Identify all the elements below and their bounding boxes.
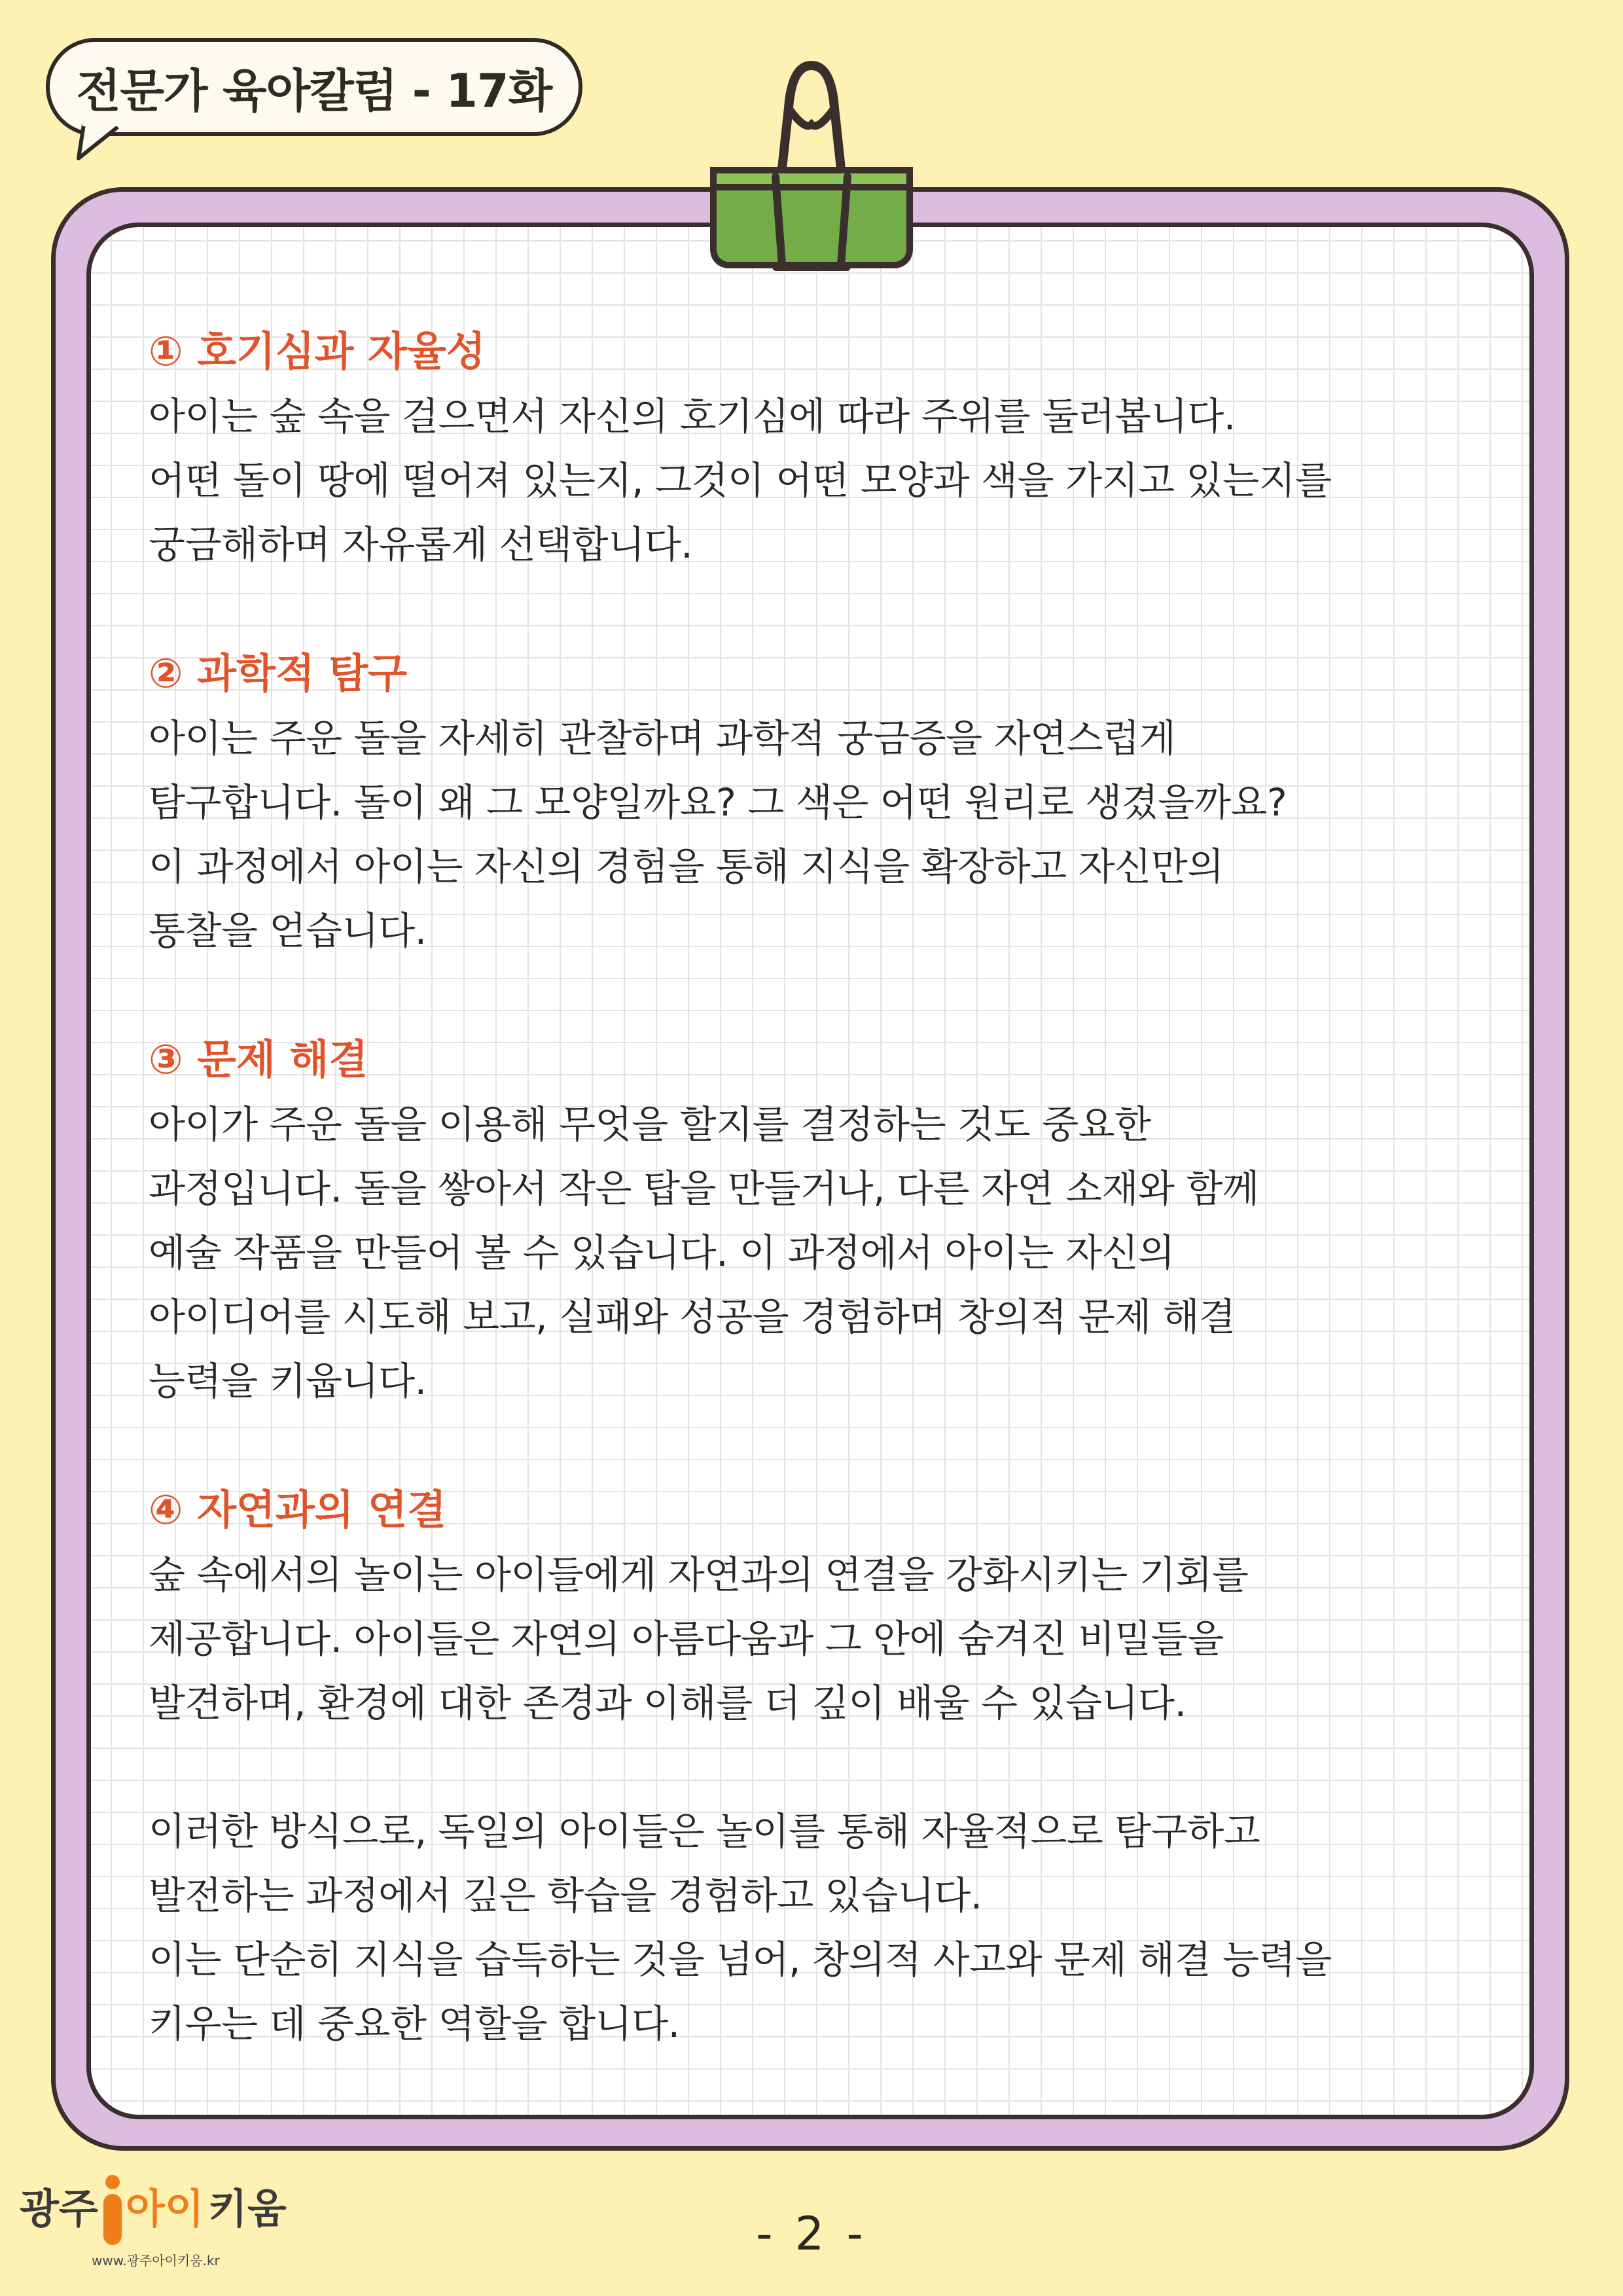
page-number: - 2 - [756,2207,867,2261]
section-problem-solving [149,1027,1497,1413]
section-heading: ④ 자연과의 연결 [149,1486,447,1534]
article-body [149,319,1497,2119]
body-line: 아이는 숲 속을 걸으면서 자신의 호기심에 따라 주위를 둘러봅니다. [149,394,1236,439]
body-line: 이는 단순히 지식을 습득하는 것을 넘어, 창의적 사고와 문제 해결 능력을 [149,1937,1332,1982]
logo-url: www.광주아이키움.kr [92,2253,220,2269]
section-heading: ③ 문제 해결 [149,1035,368,1083]
body-line: 키우는 데 중요한 역할을 합니다. [149,2001,680,2046]
body-line: 과정입니다. 돌을 쌓아서 작은 탑을 만들거나, 다른 자연 소재와 함께 [149,1166,1259,1211]
gwangju-ikium-logo [20,2179,294,2284]
column-title-bubble [46,38,582,136]
grid-paper [86,223,1534,2119]
bubble-tail-icon [72,124,131,164]
body-line: 제공합니다. 아이들은 자연의 아름다움과 그 안에 숨겨진 비밀들을 [149,1617,1224,1661]
body-line: 아이는 주운 돌을 자세히 관찰하며 과학적 궁금증을 자연스럽게 [149,716,1176,761]
body-line: 예술 작품을 만들어 볼 수 있습니다. 이 과정에서 아이는 자신의 [149,1230,1175,1275]
logo-text-right: 키움 [208,2185,287,2233]
section-nature [149,1477,1497,1735]
body-line: 능력을 키웁니다. [149,1359,427,1403]
body-line: 탐구합니다. 돌이 왜 그 모양일까요? 그 색은 어떤 원리로 생겼을까요? [149,780,1287,825]
body-line: 숲 속에서의 놀이는 아이들에게 자연과의 연결을 강화시키는 기회를 [149,1552,1249,1597]
body-line: 어떤 돌이 땅에 떨어져 있는지, 그것이 어떤 모양과 색을 가지고 있는지를 [149,458,1332,503]
closing-paragraph [149,1799,1497,2056]
body-line: 발견하며, 환경에 대한 존경과 이해를 더 깊이 배울 수 있습니다. [149,1681,1186,1725]
logo-text-left: 광주 [20,2185,98,2233]
section-heading: ① 호기심과 자율성 [149,327,486,375]
column-title: 전문가 육아칼럼 - 17화 [76,63,552,118]
logo-figure-icon [99,2174,126,2246]
body-line: 발전하는 과정에서 깊은 학습을 경험하고 있습니다. [149,1873,982,1918]
body-line: 아이디어를 시도해 보고, 실패와 성공을 경험하며 창의적 문제 해결 [149,1295,1236,1339]
section-science [149,641,1497,963]
body-line: 궁금해하며 자유롭게 선택합니다. [149,522,693,567]
section-curiosity [149,319,1497,577]
body-line: 이 과정에서 아이는 자신의 경험을 통해 지식을 확장하고 자신만의 [149,844,1224,889]
section-heading: ② 과학적 탐구 [149,649,408,697]
body-line: 통찰을 얻습니다. [149,908,427,953]
logo-text-mid: 아이 [126,2185,204,2233]
body-line: 아이가 주운 돌을 이용해 무엇을 할지를 결정하는 것도 중요한 [149,1102,1151,1147]
body-line: 이러한 방식으로, 독일의 아이들은 놀이를 통해 자율적으로 탐구하고 [149,1809,1260,1854]
binder-clip-icon [707,39,916,275]
